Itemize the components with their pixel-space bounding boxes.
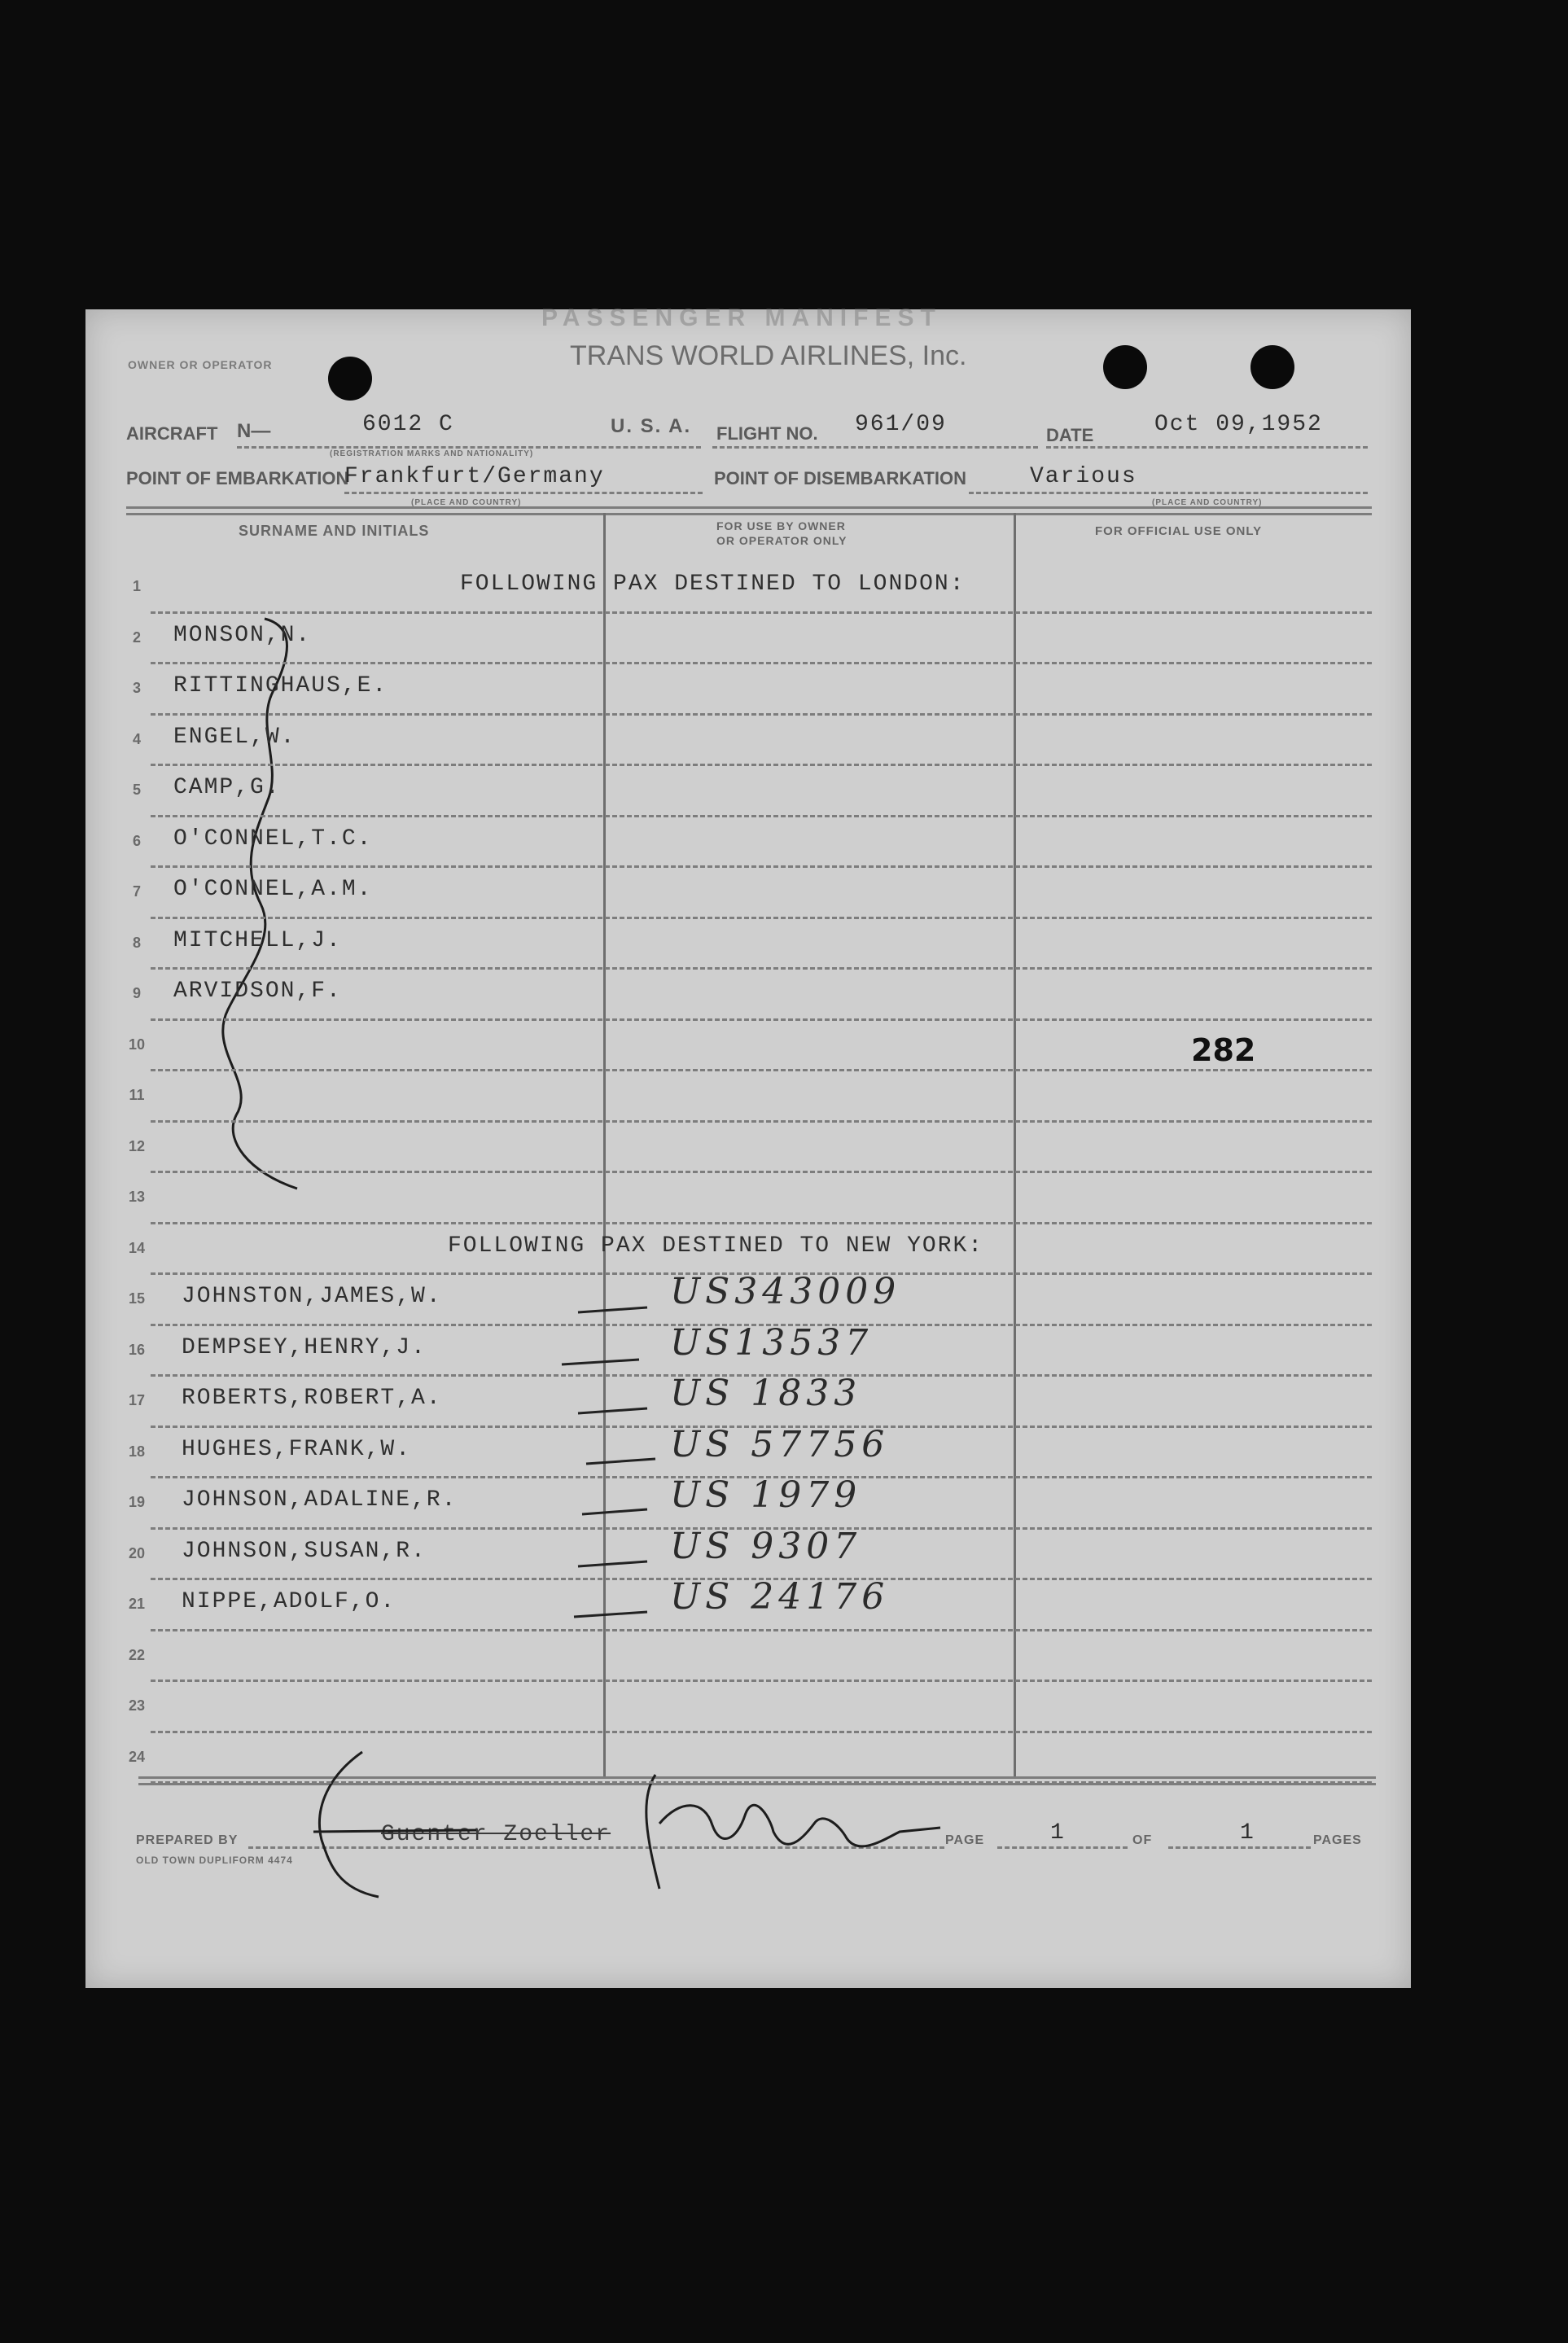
row-number: 8: [132, 934, 141, 951]
row-divider: [151, 662, 1372, 664]
row-divider: [151, 611, 1372, 614]
owner-name: TRANS WORLD AIRLINES, Inc.: [570, 340, 967, 371]
row-number: 2: [132, 628, 141, 646]
passenger-name: ARVIDSON,F.: [173, 979, 342, 1004]
page-value: 1: [1050, 1820, 1066, 1846]
column-header-owner-1: FOR USE BY OWNER: [716, 519, 846, 532]
manifest-sheet: [85, 304, 1411, 1988]
passenger-name: NIPPE,ADOLF,O.: [182, 1589, 396, 1614]
date-label: DATE: [1046, 425, 1094, 445]
pages-label: PAGES: [1313, 1833, 1362, 1847]
row-divider: [151, 1018, 1372, 1021]
country-value: U. S. A.: [611, 415, 692, 437]
form-code: OLD TOWN DUPLIFORM 4474: [136, 1855, 293, 1866]
row-number: 20: [128, 1544, 146, 1561]
row-divider: [151, 764, 1372, 766]
row-number: 4: [132, 730, 141, 747]
row-divider: [151, 1120, 1372, 1123]
row-divider: [151, 1222, 1372, 1224]
row-number: 16: [128, 1341, 146, 1358]
destination-heading: FOLLOWING PAX DESTINED TO LONDON:: [460, 572, 966, 597]
flight-value: 961/09: [855, 412, 947, 437]
row-number: 23: [128, 1697, 146, 1714]
passenger-name: MONSON,N.: [173, 622, 312, 648]
date-value: Oct 09,1952: [1154, 412, 1323, 437]
row-number: 9: [132, 985, 141, 1001]
row-divider: [151, 967, 1372, 970]
page-label: PAGE: [945, 1833, 985, 1847]
disembarkation-label: POINT OF DISEMBARKATION: [714, 468, 967, 488]
of-label: OF: [1132, 1833, 1153, 1847]
row-number: 5: [132, 782, 141, 798]
row-number: 11: [129, 1087, 145, 1103]
handwritten-mark: US 1833: [670, 1373, 862, 1414]
row-number: 7: [132, 883, 141, 900]
row-divider: [151, 865, 1372, 868]
row-divider: [151, 1069, 1372, 1071]
embarkation-label: POINT OF EMBARKATION: [126, 468, 349, 488]
row-number: 21: [128, 1596, 146, 1612]
passenger-name: CAMP,G.: [173, 775, 281, 800]
passenger-name: ENGEL,W.: [173, 724, 296, 750]
registration-note: (REGISTRATION MARKS AND NATIONALITY): [330, 449, 534, 458]
row-number: 24: [128, 1748, 146, 1765]
row-number: 18: [128, 1443, 146, 1460]
row-number: 15: [128, 1290, 146, 1307]
passenger-name: JOHNSTON,JAMES,W.: [182, 1284, 442, 1309]
disembarkation-value: Various: [1030, 464, 1137, 489]
handwritten-mark: US 9307: [670, 1525, 862, 1567]
passenger-name: JOHNSON,SUSAN,R.: [182, 1538, 427, 1564]
row-number: 10: [128, 1036, 146, 1053]
disembarkation-note: (PLACE AND COUNTRY): [1152, 498, 1263, 507]
passenger-name: O'CONNEL,T.C.: [173, 826, 373, 852]
handwritten-mark: US343009: [670, 1271, 901, 1312]
passenger-name: JOHNSON,ADALINE,R.: [182, 1487, 458, 1513]
handwritten-mark: US 57756: [670, 1423, 890, 1465]
aircraft-prefix: N—: [237, 420, 271, 442]
row-divider: [151, 815, 1372, 817]
row-number: 14: [128, 1239, 146, 1256]
aircraft-value: 6012 C: [362, 412, 454, 437]
row-divider: [151, 1680, 1372, 1682]
prepared-by-name: Guenter Zoeller: [381, 1822, 611, 1847]
row-divider: [151, 1171, 1372, 1173]
aircraft-label: AIRCRAFT: [126, 423, 218, 444]
passenger-name: RITTINGHAUS,E.: [173, 673, 388, 699]
passenger-name: MITCHELL,J.: [173, 927, 342, 953]
row-divider: [151, 713, 1372, 716]
prepared-by-label: PREPARED BY: [136, 1833, 239, 1847]
pen-marks: [85, 309, 1411, 1988]
handwritten-mark: US13537: [670, 1321, 874, 1364]
row-divider: [151, 1781, 1372, 1784]
embarkation-value: Frankfurt/Germany: [344, 464, 605, 489]
row-number: 3: [132, 680, 141, 696]
passenger-name: DEMPSEY,HENRY,J.: [182, 1334, 427, 1360]
column-header-official: FOR OFFICIAL USE ONLY: [1095, 524, 1263, 538]
row-divider: [151, 1731, 1372, 1733]
handwritten-mark: US 24176: [670, 1576, 890, 1618]
row-number: 19: [128, 1494, 146, 1510]
row-number: 13: [128, 1189, 146, 1205]
column-header-owner-2: OR OPERATOR ONLY: [716, 534, 848, 547]
row-number: 12: [128, 1137, 146, 1154]
handwritten-mark: US 1979: [670, 1474, 862, 1516]
owner-label: OWNER OR OPERATOR: [128, 358, 273, 371]
flight-label: FLIGHT NO.: [716, 423, 818, 444]
row-divider: [151, 1629, 1372, 1631]
row-number: 22: [128, 1646, 146, 1663]
form-title: PASSENGER MANIFEST: [541, 304, 942, 331]
passenger-name: HUGHES,FRANK,W.: [182, 1436, 412, 1462]
embarkation-note: (PLACE AND COUNTRY): [411, 498, 522, 507]
of-value: 1: [1240, 1820, 1255, 1846]
column-header-surname: SURNAME AND INITIALS: [239, 523, 430, 539]
stamp-number: 282: [1191, 1032, 1256, 1068]
row-number: 17: [128, 1392, 146, 1408]
row-divider: [151, 917, 1372, 919]
row-number: 6: [132, 832, 141, 849]
destination-heading: FOLLOWING PAX DESTINED TO NEW YORK:: [448, 1233, 984, 1259]
passenger-name: O'CONNEL,A.M.: [173, 877, 373, 902]
passenger-name: ROBERTS,ROBERT,A.: [182, 1386, 442, 1411]
row-number: 1: [132, 578, 141, 594]
